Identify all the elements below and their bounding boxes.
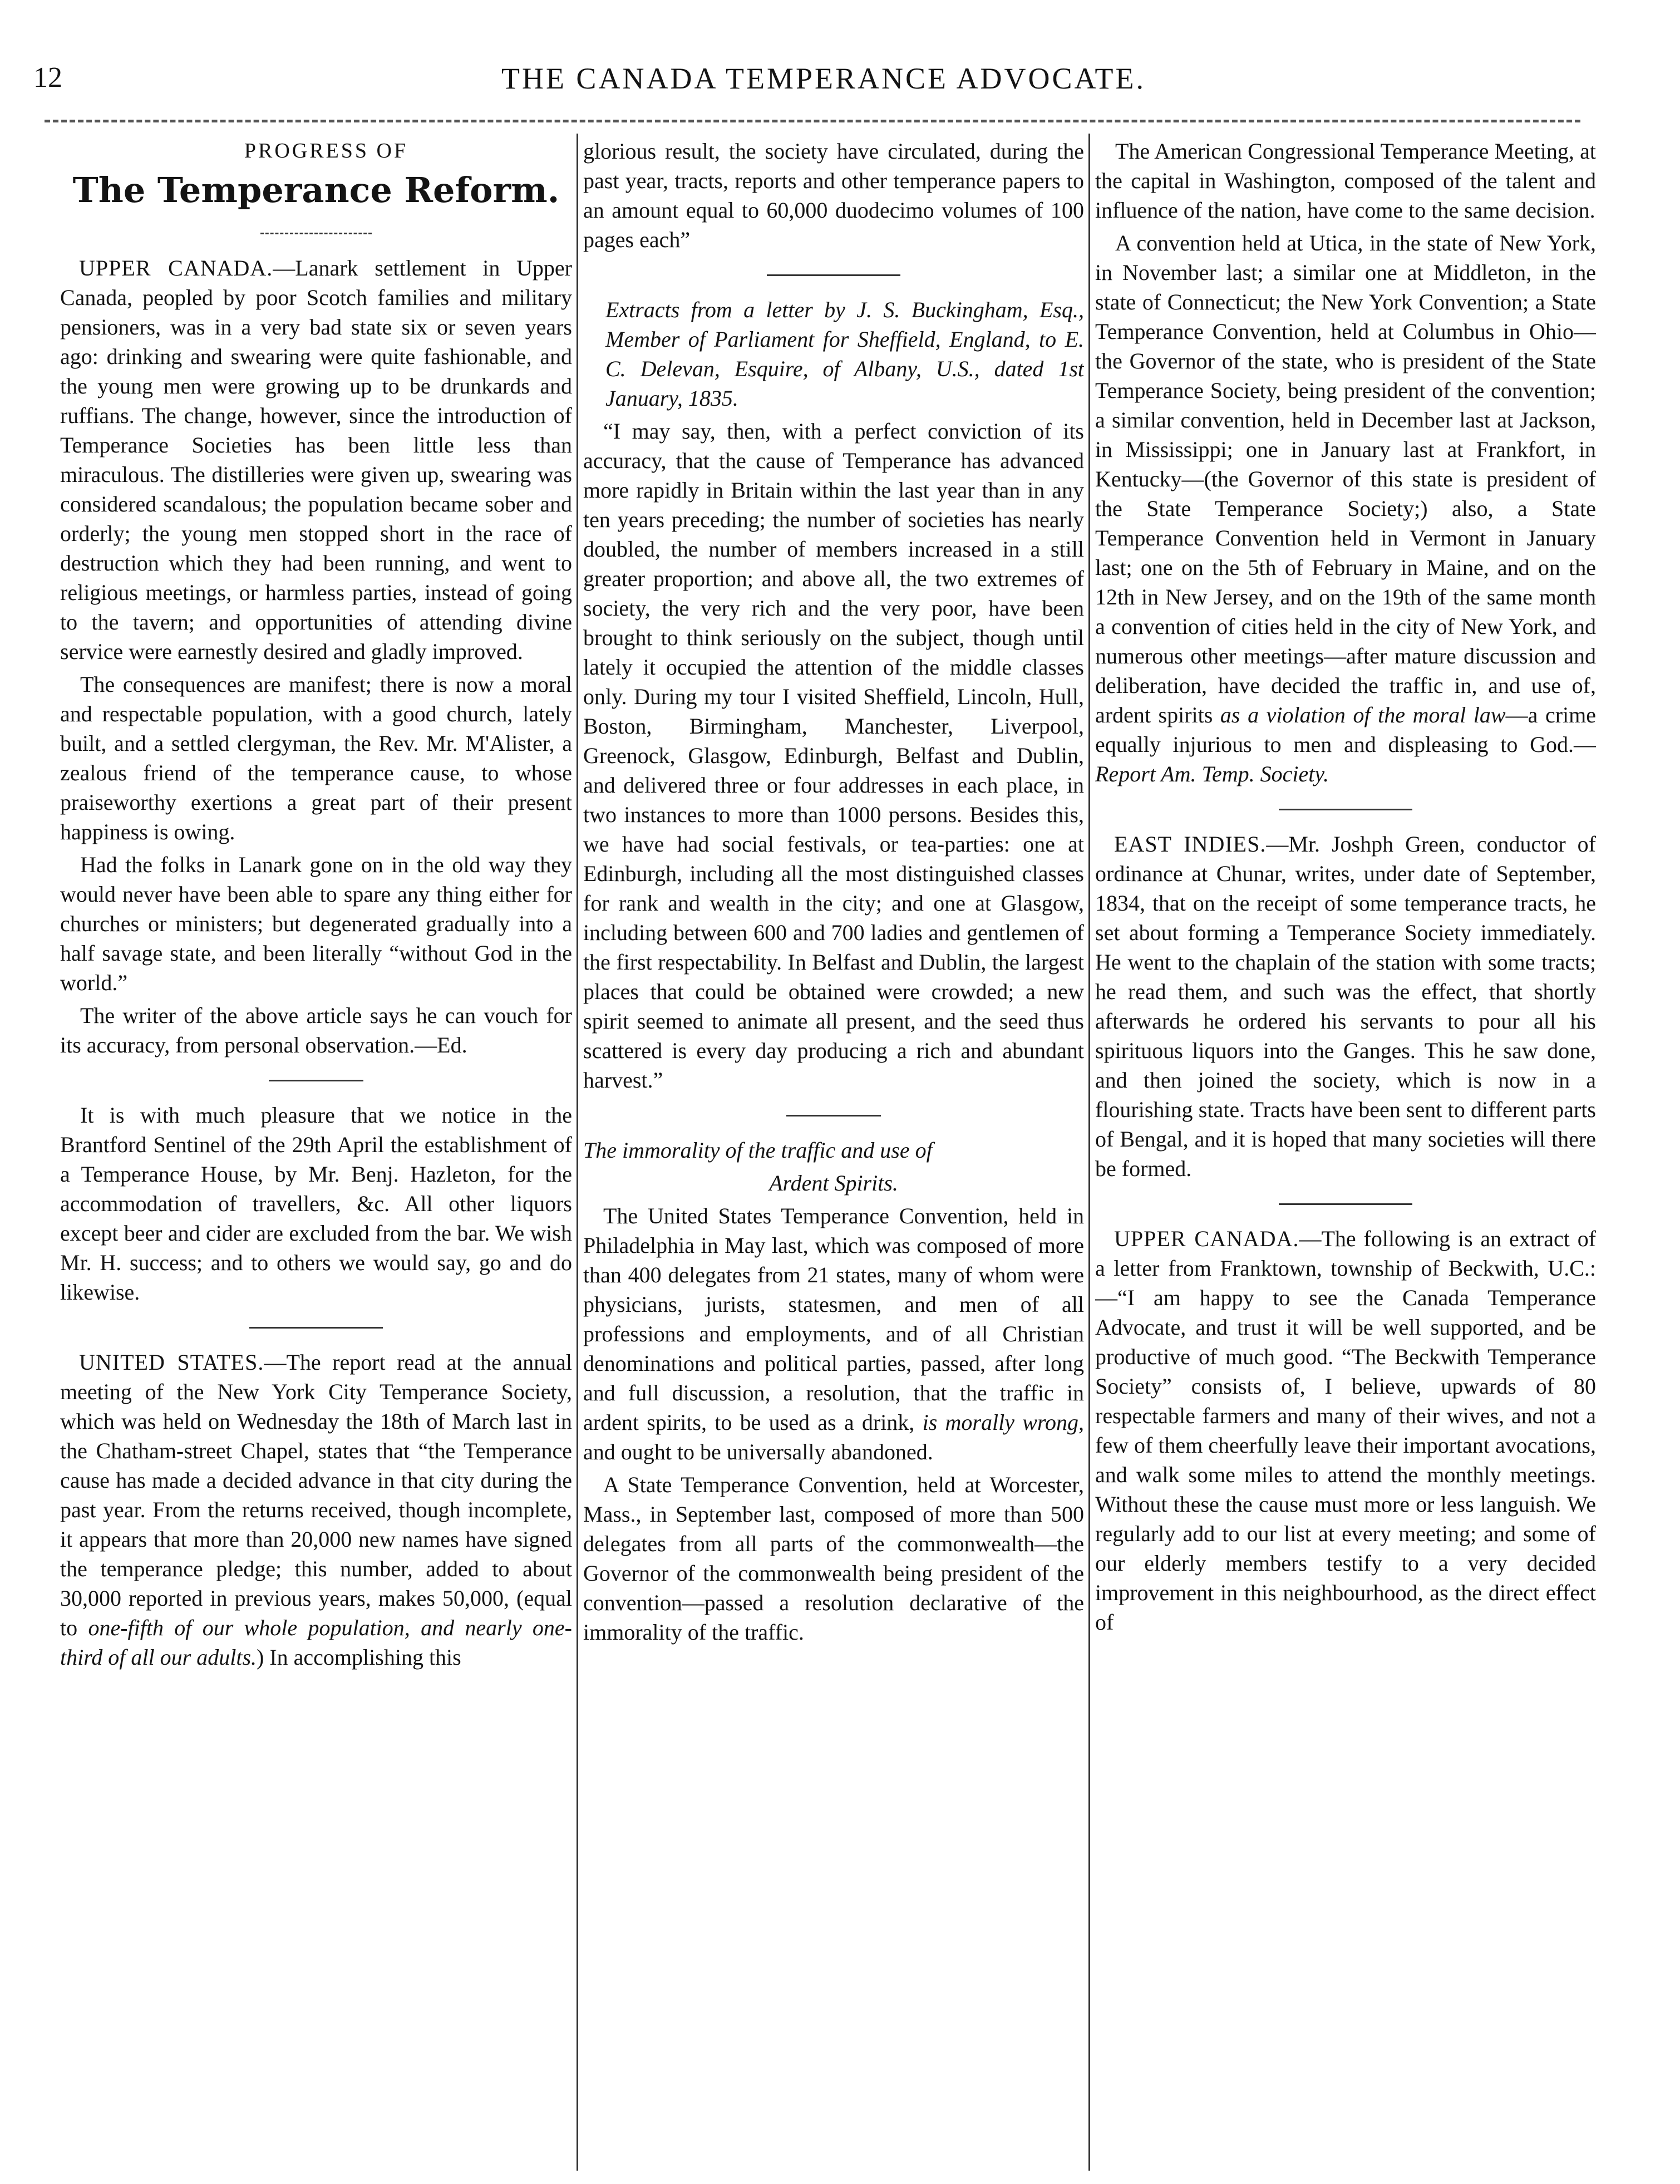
divider <box>786 1115 881 1116</box>
divider <box>269 1080 363 1081</box>
column-rule-left <box>577 134 578 2171</box>
column-3 <box>1095 136 1596 2162</box>
divider <box>1279 1203 1412 1205</box>
immorality-p1 <box>583 1201 1084 1467</box>
extract-body: “I may say, then, with a perfect conviction of its accuracy, that the cause of Temperance has advanced more rapidly in Britain within the last year than in any ten years preceding; the number of societies has nearly doubled, the number of members increased in a still greater proportion; and above all, the two extremes of society, the very rich and the very poor, have been brought to think seriously on the subject, though until lately it occupied the attention of the middle classes only. During my tour I visited Sheffield, Lincoln, Hull, Boston, Birmingham, Manchester, Liverpool, Greenock, Glasgow, Edinburgh, Belfast and Dublin, and delivered three or four addresses in each place, in two instances to more than 1000 persons. Besides this, we have had social festivals, or tea-parties: one at Edinburgh, including all the most distinguished classes for rank and wealth in the city; and one at Glasgow, including between 600 and 700 ladies and gentlemen of the first respectability. In Belfast and Dublin, the largest places that could be obtained were crowded; a new spirit seemed to animate all present, and the seed thus scattered is every day producing a rich and abundant harvest.” <box>583 419 1084 1093</box>
article-upper-canada-p3: Had the folks in Lanark gone on in the old way they would never have been able to spare any thing either for churches or ministers; but degenerated gradually into a half savage state, and been literally “without God in the world.” <box>60 852 572 995</box>
article-italic-text: as a violation of the moral law <box>1220 702 1506 727</box>
section-kicker: PROGRESS OF <box>244 139 408 163</box>
article-italic-text: is morally wrong, <box>922 1410 1084 1435</box>
header-rule <box>45 120 1580 122</box>
congress-paragraph: The American Congressional Temperance Meeting, at the capital in Washington, composed of the talent and influence of the nation, have come to the same decision. <box>1095 139 1596 223</box>
conventions-paragraph <box>1095 228 1596 789</box>
immorality-title-line1: The immorality of the traffic and use of <box>583 1138 933 1163</box>
column-1 <box>60 136 572 2162</box>
article-upper-canada-p1 <box>60 253 572 666</box>
article-heading: UPPER CANADA. <box>79 255 273 281</box>
divider <box>767 274 900 276</box>
article-text-mid: —a crime equally injurious to men and displeasing to God.— <box>1095 702 1596 757</box>
article-continuation: glorious result, the society have circulated, during the past year, tracts, reports and other temperance papers to an amount equal to 60,000 duodecimo volumes of 100 pages each” <box>583 139 1084 252</box>
column-rule-right <box>1088 134 1090 2171</box>
extract-title-text: Extracts from a letter by J. S. Buckingham, Esq., Member of Parliament for Sheffield, England, to E. C. Delevan, Esquire, of Albany, U.S., dated 1st January, 1835. <box>605 297 1084 411</box>
divider <box>260 233 372 234</box>
article-brantford: It is with much pleasure that we notice in the Brantford Sentinel of the 29th April the establishment of a Temperance House, by Mr. Benj. Hazleton, for the accommodation of travellers, &c. All other liquors except beer and cider are excluded from the bar. We wish Mr. H. success; and to others we would say, go and do likewise. <box>60 1103 572 1305</box>
column-2 <box>583 136 1084 2162</box>
article-text-tail: ) In accomplishing this <box>257 1645 461 1670</box>
article-source: Report Am. Temp. Society. <box>1095 761 1329 786</box>
article-text: A convention held at Utica, in the state of New York, in November last; a similar one at Middleton, in the state of Connecticut; the New York Convention; a State Temperance Convention, held at Columbus in Ohio—the Governor of the state, who is president of the State Temperance Society, being president of the convention; a similar convention, held in December last at Jackson, in Mississippi; one in January last at Frankfort, in Kentucky—(the Governor of this state is president of the State Temperance Society;) also, a State Temperance Convention held in Vermont in January last; one on the 5th of February in Maine, and on the 12th in New Jersey, and on the 19th of the same month a convention of cities held in the city of New York, and numerous other meetings—after mature discussion and deliberation, have decided the traffic in, and use of, ardent spirits <box>1095 230 1596 727</box>
immorality-title-line2: Ardent Spirits. <box>769 1170 898 1196</box>
article-text-end: and ought to be universally abandoned. <box>583 1439 933 1464</box>
article-upper-canada-p4: The writer of the above article says he can vouch for its accuracy, from personal observation.—Ed. <box>60 1003 572 1057</box>
article-text: —Mr. Joshph Green, conductor of ordinance at Chunar, writes, under date of September, 1834, that on the receipt of some temperance tracts, he set about forming a Temperance Society immediately. He went to the chaplain of the station with some tracts; he read them, and such was the effect, that shortly afterwards he ordered his servants to pour all his spirituous liquors into the Ganges. This he saw done, and then joined the society, which is now in a flourishing state. Tracts have been sent to different parts of Bengal, and it is hoped that many societies will there be formed. <box>1095 832 1596 1181</box>
masthead: THE CANADA TEMPERANCE ADVOCATE. <box>501 62 1146 95</box>
article-text: —Lanark settlement in Upper Canada, peopled by poor Scotch families and military pensioners, was in a very bad state six or seven years ago: drinking and swearing were quite fashionable, and the young men were growing up to be drunkards and ruffians. The change, however, since the introduction of Temperance Societies has been little less than miraculous. The distilleries were given up, swearing was considered scandalous; the population became sober and orderly; the young men stopped short in the race of destruction which they had been running, and went to religious meetings, or harmless parties, instead of going to the tavern; and opportunities of attending divine service were earnestly desired and gladly improved. <box>60 255 572 664</box>
divider <box>1279 809 1412 810</box>
article-heading: UPPER CANADA. <box>1114 1226 1299 1251</box>
article-upper-canada-2 <box>1095 1224 1596 1637</box>
article-italic-text: one-fifth of our whole population, and nearly one-third of all our adults. <box>60 1615 572 1670</box>
article-east-indies <box>1095 829 1596 1183</box>
article-heading: EAST INDIES. <box>1114 832 1267 857</box>
article-united-states <box>60 1347 572 1672</box>
article-text: —The report read at the annual meeting of the New York City Temperance Society, which was held on Wednesday the 18th of March last in the Chatham-street Chapel, states that “the Temperance cause has made a decided advance in that city during the past year. From the returns received, though incomplete, it appears that more than 20,000 new names have signed the temperance pledge; this number, added to about 30,000 reported in previous years, makes 50,000, (equal to <box>60 1350 572 1640</box>
divider <box>249 1327 383 1329</box>
article-text: —The following is an extract of a letter from Franktown, township of Beckwith, U.C.:—“I am happy to see the Canada Temperance Advocate, and trust it will be well supported, and be productive of much good. “The Beckwith Temperance Society” consists of, I believe, upwards of 80 respectable farmers and many of their wives, and not a few of them cheerfully leave their important avocations, and walk some miles to attend the monthly meetings. Without these the cause must more or less languish. We regularly add to our list at every meeting; and some of our elderly members testify to a very decided improvement in this neighbourhood, as the direct effect of <box>1095 1226 1596 1635</box>
immorality-p2: A State Temperance Convention, held at Worcester, Mass., in September last, composed of more than 500 delegates from all parts of the commonwealth—the Governor of the commonwealth being president of the convention—passed a resolution declarative of the immorality of the traffic. <box>583 1472 1084 1645</box>
article-text: The United States Temperance Convention, held in Philadelphia in May last, which was composed of more than 400 delegates from 21 states, many of whom were physicians, jurists, statesmen, and men of all professions and employments, and of all Christian denominations and political parties, passed, after long and full discussion, a resolution, that the traffic in ardent spirits, to be used as a drink, <box>583 1203 1084 1435</box>
page-header <box>33 61 1614 111</box>
section-title: The Temperance Reform. <box>72 170 560 210</box>
article-heading: UNITED STATES. <box>79 1350 264 1375</box>
page-number: 12 <box>33 62 62 94</box>
article-upper-canada-p2: The consequences are manifest; there is now a moral and respectable population, with a good church, lately built, and a settled clergyman, the Rev. Mr. M'Alister, a zealous friend of the temperance cause, to whose praiseworthy exertions a great part of their present happiness is owing. <box>60 672 572 844</box>
extract-title <box>583 295 1084 413</box>
